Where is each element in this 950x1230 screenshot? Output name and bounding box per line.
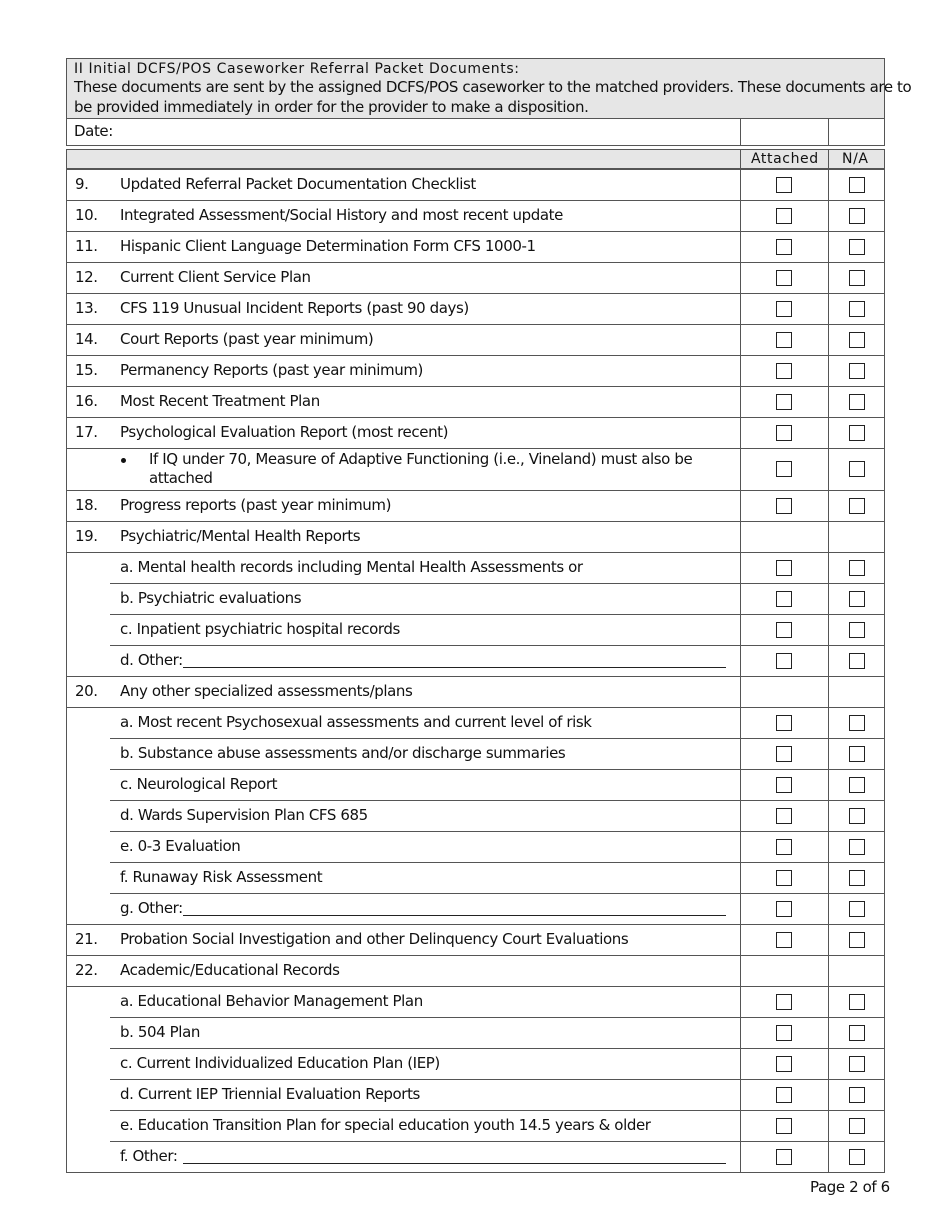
table-row	[66, 893, 885, 924]
row-label: c. Current Individualized Education Plan (IEP)	[120, 1054, 440, 1072]
row-label: d. Wards Supervision Plan CFS 685	[120, 806, 368, 824]
page-number: Page 2 of 6	[810, 1178, 890, 1196]
na-checkbox[interactable]	[849, 560, 865, 576]
attached-checkbox[interactable]	[776, 1056, 792, 1072]
row-label: c. Neurological Report	[120, 775, 278, 793]
na-checkbox[interactable]	[849, 1149, 865, 1165]
na-checkbox[interactable]	[849, 994, 865, 1010]
attached-checkbox[interactable]	[776, 1118, 792, 1134]
row-label: Probation Social Investigation and other Delinquency Court Evaluations	[120, 930, 629, 948]
attached-checkbox[interactable]	[776, 808, 792, 824]
attached-checkbox[interactable]	[776, 715, 792, 731]
row-number: 22.	[75, 961, 98, 979]
na-checkbox[interactable]	[849, 425, 865, 441]
row-label: d. Current IEP Triennial Evaluation Reports	[120, 1085, 420, 1103]
row-number: 19.	[75, 527, 98, 545]
table-row	[66, 1141, 885, 1172]
other-input-line[interactable]	[183, 1163, 726, 1164]
na-checkbox[interactable]	[849, 653, 865, 669]
attached-checkbox[interactable]	[776, 591, 792, 607]
row-number: 15.	[75, 361, 98, 379]
na-checkbox[interactable]	[849, 839, 865, 855]
na-checkbox[interactable]	[849, 363, 865, 379]
attached-checkbox[interactable]	[776, 363, 792, 379]
row-label: a. Mental health records including Mental Health Assessments or	[120, 558, 583, 576]
row-label: Psychiatric/Mental Health Reports	[120, 527, 361, 545]
na-checkbox[interactable]	[849, 177, 865, 193]
na-checkbox[interactable]	[849, 394, 865, 410]
row-label-continued: attached	[149, 469, 213, 487]
attached-checkbox[interactable]	[776, 425, 792, 441]
row-number: 13.	[75, 299, 98, 317]
attached-checkbox[interactable]	[776, 746, 792, 762]
attached-checkbox[interactable]	[776, 1087, 792, 1103]
na-checkbox[interactable]	[849, 461, 865, 477]
other-input-line[interactable]	[183, 915, 726, 916]
row-label: a. Educational Behavior Management Plan	[120, 992, 423, 1010]
na-checkbox[interactable]	[849, 1025, 865, 1041]
row-label: f. Other:	[120, 1147, 178, 1165]
row-label: Integrated Assessment/Social History and most recent update	[120, 206, 563, 224]
bullet-icon	[121, 458, 126, 463]
attached-checkbox[interactable]	[776, 994, 792, 1010]
attached-checkbox[interactable]	[776, 901, 792, 917]
attached-checkbox[interactable]	[776, 839, 792, 855]
na-checkbox[interactable]	[849, 208, 865, 224]
na-checkbox[interactable]	[849, 239, 865, 255]
row-number: 14.	[75, 330, 98, 348]
row-number: 17.	[75, 423, 98, 441]
row-number: 11.	[75, 237, 98, 255]
section-description-line1: These documents are sent by the assigned DCFS/POS caseworker to the matched providers. These documents are to	[74, 78, 912, 96]
attached-checkbox[interactable]	[776, 332, 792, 348]
attached-checkbox[interactable]	[776, 870, 792, 886]
date-label: Date:	[74, 122, 113, 140]
attached-checkbox[interactable]	[776, 777, 792, 793]
row-label: Most Recent Treatment Plan	[120, 392, 320, 410]
attached-checkbox[interactable]	[776, 270, 792, 286]
attached-checkbox[interactable]	[776, 932, 792, 948]
row-number: 10.	[75, 206, 98, 224]
row-label: a. Most recent Psychosexual assessments and current level of risk	[120, 713, 592, 731]
row-label: d. Other:	[120, 651, 183, 669]
row-number: 21.	[75, 930, 98, 948]
attached-checkbox[interactable]	[776, 1025, 792, 1041]
row-label: Academic/Educational Records	[120, 961, 340, 979]
row-number: 12.	[75, 268, 98, 286]
attached-checkbox[interactable]	[776, 301, 792, 317]
row-label: e. 0-3 Evaluation	[120, 837, 241, 855]
row-label: g. Other:	[120, 899, 183, 917]
row-number: 20.	[75, 682, 98, 700]
na-checkbox[interactable]	[849, 1056, 865, 1072]
na-checkbox[interactable]	[849, 591, 865, 607]
row-label: Progress reports (past year minimum)	[120, 496, 392, 514]
row-label: If IQ under 70, Measure of Adaptive Functioning (i.e., Vineland) must also be	[149, 450, 693, 468]
attached-checkbox[interactable]	[776, 560, 792, 576]
na-checkbox[interactable]	[849, 715, 865, 731]
attached-checkbox[interactable]	[776, 653, 792, 669]
section-title: II Initial DCFS/POS Caseworker Referral Packet Documents:	[74, 61, 520, 77]
column-na: N/A	[842, 151, 869, 167]
na-checkbox[interactable]	[849, 746, 865, 762]
row-number: 9.	[75, 175, 89, 193]
row-label: CFS 119 Unusual Incident Reports (past 90 days)	[120, 299, 469, 317]
row-label: Current Client Service Plan	[120, 268, 311, 286]
row-label: b. Psychiatric evaluations	[120, 589, 302, 607]
row-label: Permanency Reports (past year minimum)	[120, 361, 423, 379]
na-checkbox[interactable]	[849, 270, 865, 286]
row-label: b. 504 Plan	[120, 1023, 200, 1041]
na-checkbox[interactable]	[849, 498, 865, 514]
attached-checkbox[interactable]	[776, 622, 792, 638]
na-checkbox[interactable]	[849, 332, 865, 348]
na-checkbox[interactable]	[849, 1118, 865, 1134]
date-field[interactable]	[66, 118, 741, 146]
row-label: Psychological Evaluation Report (most recent)	[120, 423, 449, 441]
other-input-line[interactable]	[183, 667, 726, 668]
attached-checkbox[interactable]	[776, 394, 792, 410]
row-label: Updated Referral Packet Documentation Checklist	[120, 175, 476, 193]
attached-checkbox[interactable]	[776, 1149, 792, 1165]
column-attached: Attached	[751, 151, 819, 167]
attached-checkbox[interactable]	[776, 239, 792, 255]
na-checkbox[interactable]	[849, 932, 865, 948]
attached-checkbox[interactable]	[776, 461, 792, 477]
na-checkbox[interactable]	[849, 301, 865, 317]
na-checkbox[interactable]	[849, 901, 865, 917]
table-row	[66, 645, 885, 676]
row-number: 18.	[75, 496, 98, 514]
row-label: Court Reports (past year minimum)	[120, 330, 374, 348]
section-description-line2: be provided immediately in order for the provider to make a disposition.	[74, 98, 589, 116]
na-checkbox[interactable]	[849, 777, 865, 793]
na-checkbox[interactable]	[849, 1087, 865, 1103]
row-label: b. Substance abuse assessments and/or discharge summaries	[120, 744, 566, 762]
row-label: c. Inpatient psychiatric hospital records	[120, 620, 400, 638]
row-label: f. Runaway Risk Assessment	[120, 868, 323, 886]
row-label: Any other specialized assessments/plans	[120, 682, 413, 700]
attached-checkbox[interactable]	[776, 498, 792, 514]
row-number: 16.	[75, 392, 98, 410]
na-checkbox[interactable]	[849, 870, 865, 886]
attached-checkbox[interactable]	[776, 208, 792, 224]
na-checkbox[interactable]	[849, 808, 865, 824]
row-label: Hispanic Client Language Determination Form CFS 1000-1	[120, 237, 536, 255]
na-checkbox[interactable]	[849, 622, 865, 638]
row-label: e. Education Transition Plan for special education youth 14.5 years & older	[120, 1116, 651, 1134]
attached-checkbox[interactable]	[776, 177, 792, 193]
